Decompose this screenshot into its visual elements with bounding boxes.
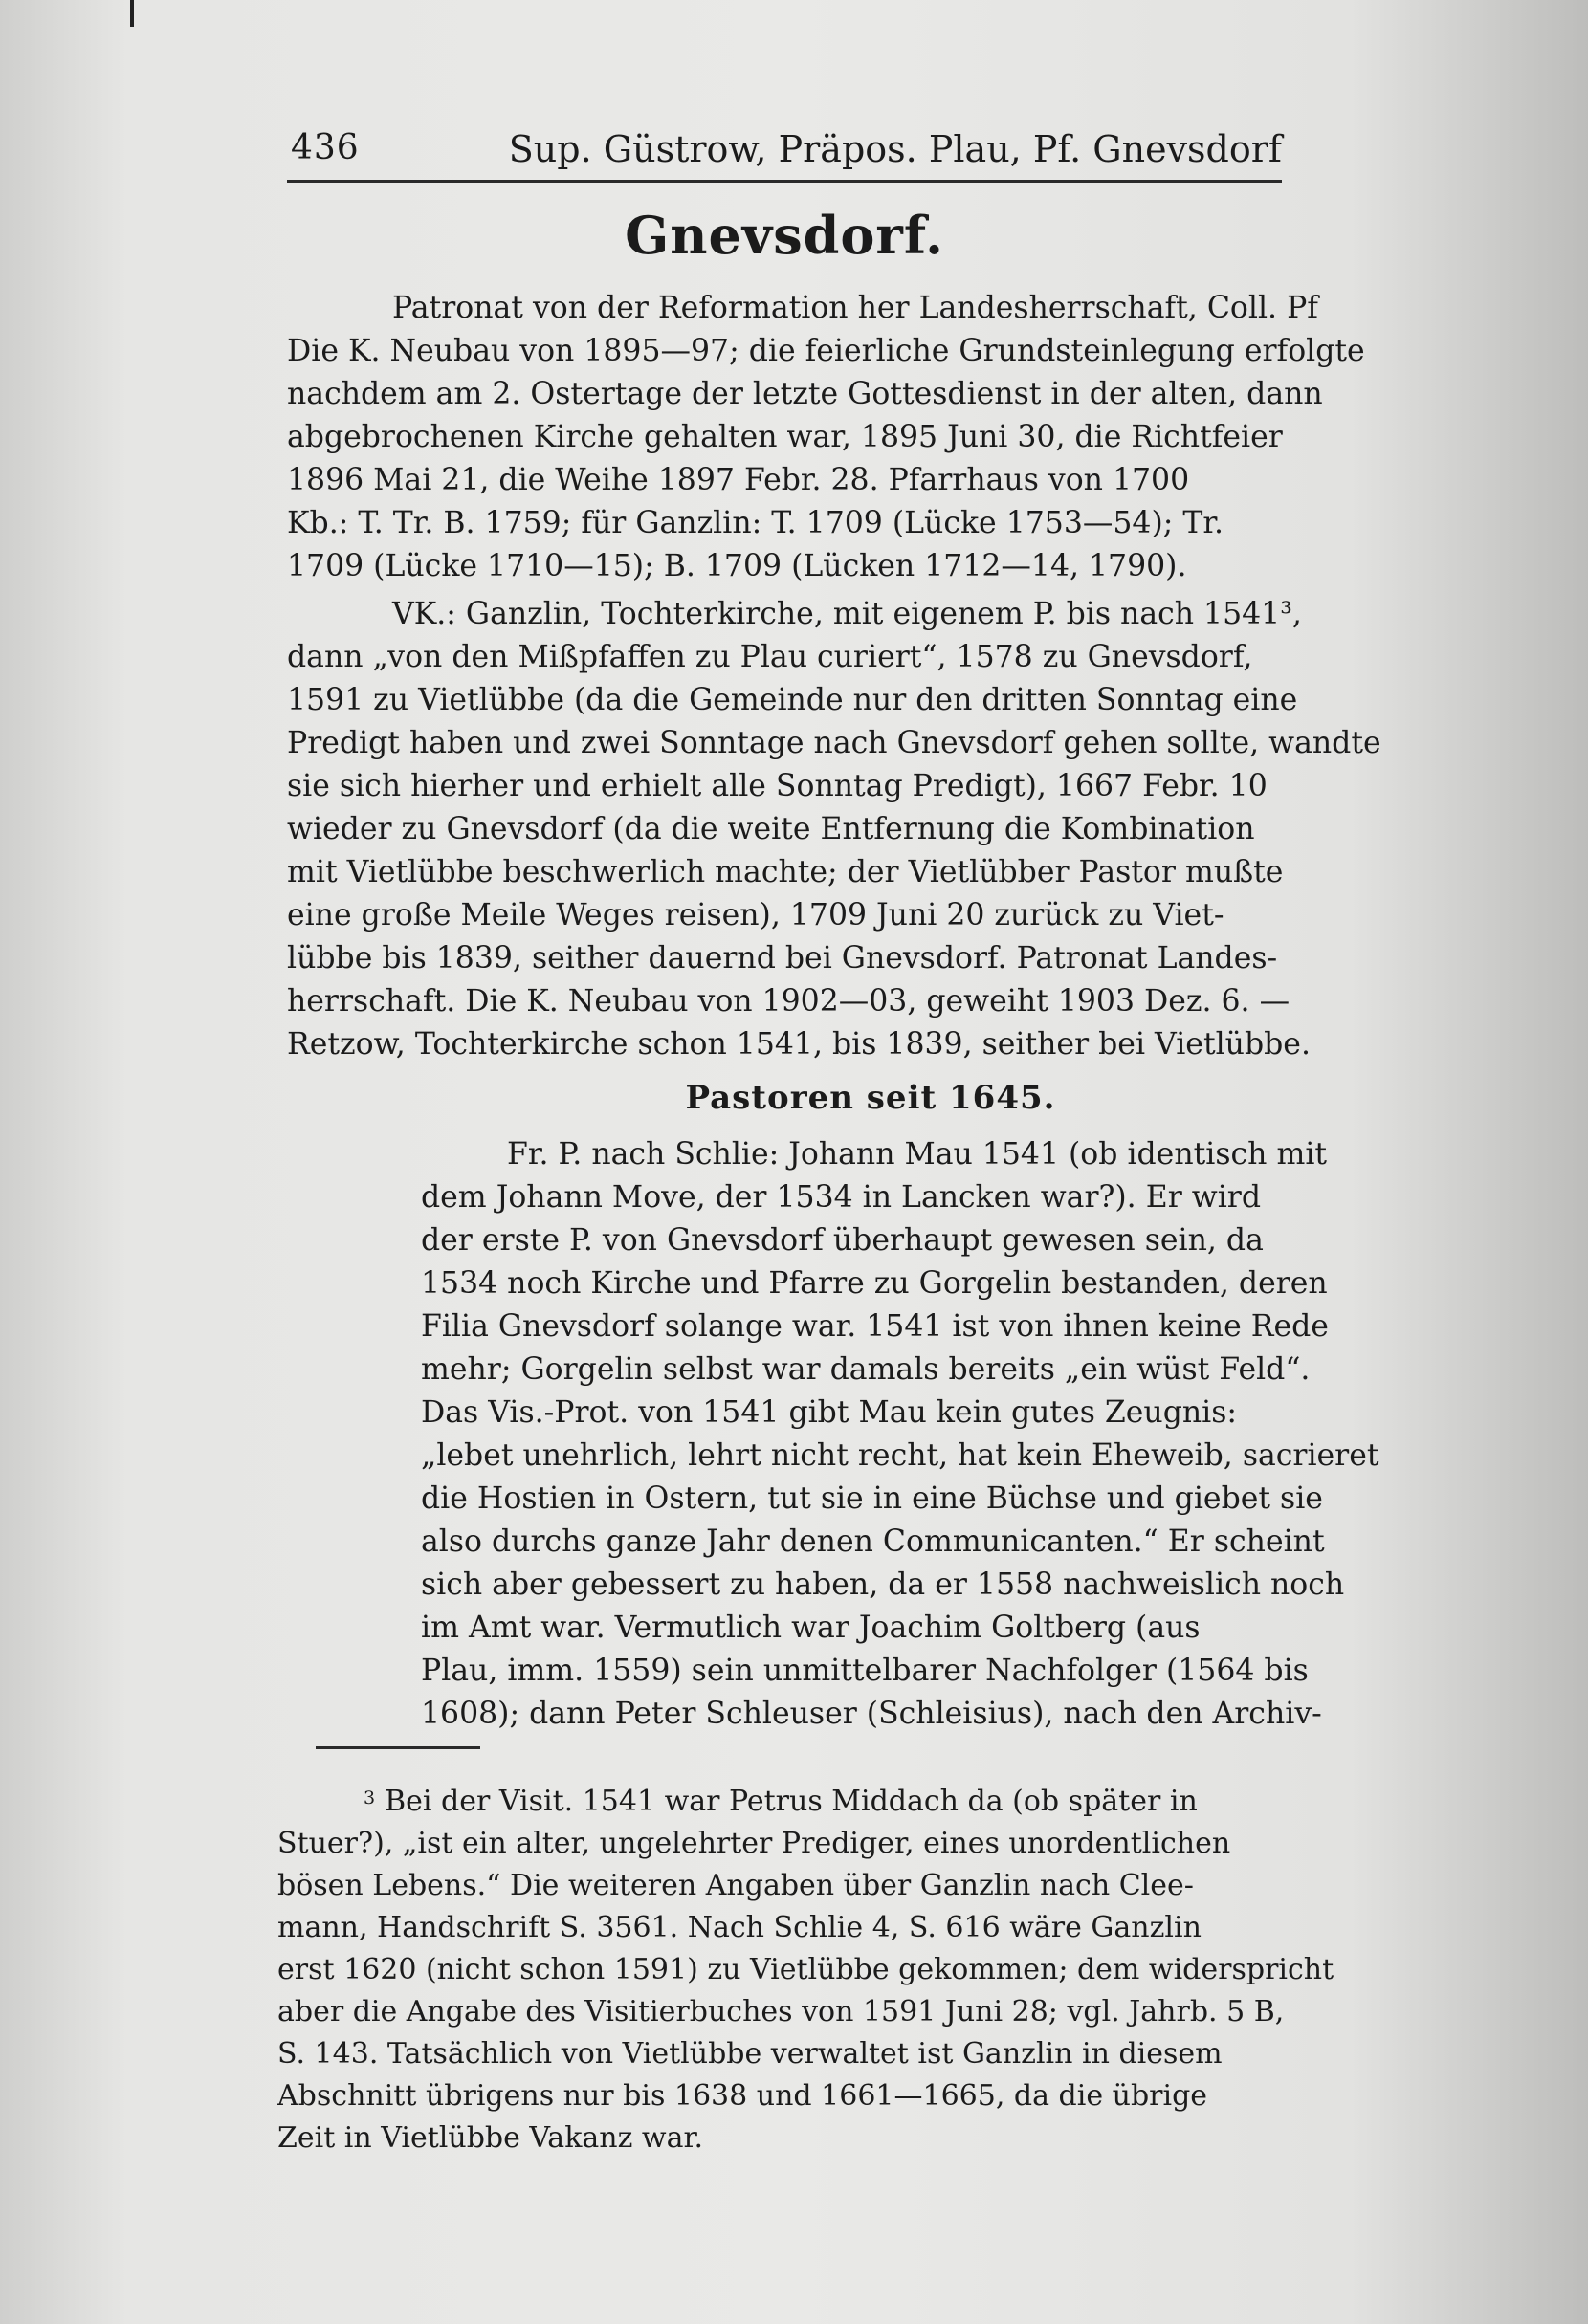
text-line: Fr. P. nach Schlie: Johann Mau 1541 (ob identisch mit [507, 1137, 1328, 1172]
footnote-line: S. 143. Tatsächlich von Vietlübbe verwaltet ist Ganzlin in diesem [277, 2037, 1223, 2071]
text-line: abgebrochenen Kirche gehalten war, 1895 Juni 30, die Richtfeier [287, 420, 1283, 454]
text-line: mit Vietlübbe beschwerlich machte; der Vietlübber Pastor mußte [287, 855, 1284, 889]
footnote-marker: 3 [364, 1787, 376, 1809]
text-line: Filia Gnevsdorf solange war. 1541 ist von ihnen keine Rede [421, 1309, 1329, 1344]
footnote-line: Stuer?), „ist ein alter, ungelehrter Prediger, eines unordentlichen [277, 1827, 1231, 1860]
footnote [277, 1781, 1454, 2160]
margin-mark [130, 0, 134, 27]
footnote-line: Abschnitt übrigens nur bis 1638 und 1661—1665, da die übrige [277, 2079, 1208, 2113]
text-line: also durchs ganze Jahr denen Communicanten.“ Er scheint [421, 1524, 1325, 1559]
page-number: 436 [291, 128, 360, 167]
text-line: lübbe bis 1839, seither dauernd bei Gnevsdorf. Patronat Landes- [287, 941, 1278, 976]
section-title: Gnevsdorf. [625, 205, 944, 266]
text-line: 1591 zu Vietlübbe (da die Gemeinde nur den dritten Sonntag eine [287, 683, 1298, 717]
text-line: Predigt haben und zwei Sonntage nach Gnevsdorf gehen sollte, wandte [287, 726, 1381, 760]
text-line: der erste P. von Gnevsdorf überhaupt gewesen sein, da [421, 1223, 1264, 1258]
text-line: VK.: Ganzlin, Tochterkirche, mit eigenem P. bis nach 1541³, [392, 597, 1302, 631]
text-line: 1896 Mai 21, die Weihe 1897 Febr. 28. Pfarrhaus von 1700 [287, 463, 1190, 497]
text-line: Das Vis.-Prot. von 1541 gibt Mau kein gutes Zeugnis: [421, 1395, 1238, 1430]
section-heading: Pastoren seit 1645. [685, 1079, 1056, 1117]
footnote-line: mann, Handschrift S. 3561. Nach Schlie 4, S. 616 wäre Ganzlin [277, 1911, 1202, 1944]
page-header [287, 122, 1282, 183]
text-line: Kb.: T. Tr. B. 1759; für Ganzlin: T. 1709 (Lücke 1753—54); Tr. [287, 506, 1224, 540]
running-head: Sup. Güstrow, Präpos. Plau, Pf. Gnevsdorf [508, 128, 1282, 170]
text-line: Plau, imm. 1559) sein unmittelbarer Nachfolger (1564 bis [421, 1654, 1309, 1688]
text-line: mehr; Gorgelin selbst war damals bereits „ein wüst Feld“. [421, 1352, 1311, 1387]
text-line: Patronat von der Reformation her Landesherrschaft, Coll. Pf [392, 291, 1318, 325]
footnote-line: erst 1620 (nicht schon 1591) zu Vietlübbe gekommen; dem widerspricht [277, 1953, 1334, 1986]
footnote-text: Bei der Visit. 1541 war Petrus Middach da (ob später in [385, 1785, 1198, 1818]
footnote-line: bösen Lebens.“ Die weiteren Angaben über Ganzlin nach Clee- [277, 1869, 1194, 1902]
text-line: dem Johann Move, der 1534 in Lancken war?). Er wird [421, 1180, 1262, 1215]
footnote-line: aber die Angabe des Visitierbuches von 1591 Juni 28; vgl. Jahrb. 5 B, [277, 1995, 1285, 2028]
text-line: im Amt war. Vermutlich war Joachim Goltberg (aus [421, 1611, 1201, 1645]
text-line: 1534 noch Kirche und Pfarre zu Gorgelin bestanden, deren [421, 1266, 1328, 1301]
text-line: sie sich hierher und erhielt alle Sonntag Predigt), 1667 Febr. 10 [287, 769, 1268, 803]
text-line: 1709 (Lücke 1710—15); B. 1709 (Lücken 1712—14, 1790). [287, 549, 1187, 583]
text-line: Die K. Neubau von 1895—97; die feierliche Grundsteinlegung erfolgte [287, 334, 1365, 368]
text-line: die Hostien in Ostern, tut sie in eine Büchse und giebet sie [421, 1481, 1323, 1516]
text-line: dann „von den Mißpfaffen zu Plau curiert“, 1578 zu Gnevsdorf, [287, 640, 1253, 674]
text-line: nachdem am 2. Ostertage der letzte Gottesdienst in der alten, dann [287, 377, 1323, 411]
text-line: eine große Meile Weges reisen), 1709 Juni 20 zurück zu Viet- [287, 898, 1224, 932]
text-line: wieder zu Gnevsdorf (da die weite Entfernung die Kombination [287, 812, 1255, 846]
text-line: 1608); dann Peter Schleuser (Schleisius), nach den Archiv- [421, 1697, 1322, 1731]
pastors-paragraph [421, 1133, 1454, 1736]
text-line: sich aber gebessert zu haben, da er 1558 nachweislich noch [421, 1568, 1345, 1602]
vk-paragraph [287, 593, 1454, 1066]
footnote-line: Zeit in Vietlübbe Vakanz war. [277, 2121, 704, 2155]
intro-paragraph [287, 287, 1454, 588]
text-line: „lebet unehrlich, lehrt nicht recht, hat kein Eheweib, sacrieret [421, 1438, 1379, 1473]
footnote-line [277, 1781, 1454, 1823]
text-line: herrschaft. Die K. Neubau von 1902—03, geweiht 1903 Dez. 6. — [287, 984, 1290, 1019]
footnote-rule [316, 1746, 480, 1749]
text-line: Retzow, Tochterkirche schon 1541, bis 1839, seither bei Vietlübbe. [287, 1027, 1311, 1062]
